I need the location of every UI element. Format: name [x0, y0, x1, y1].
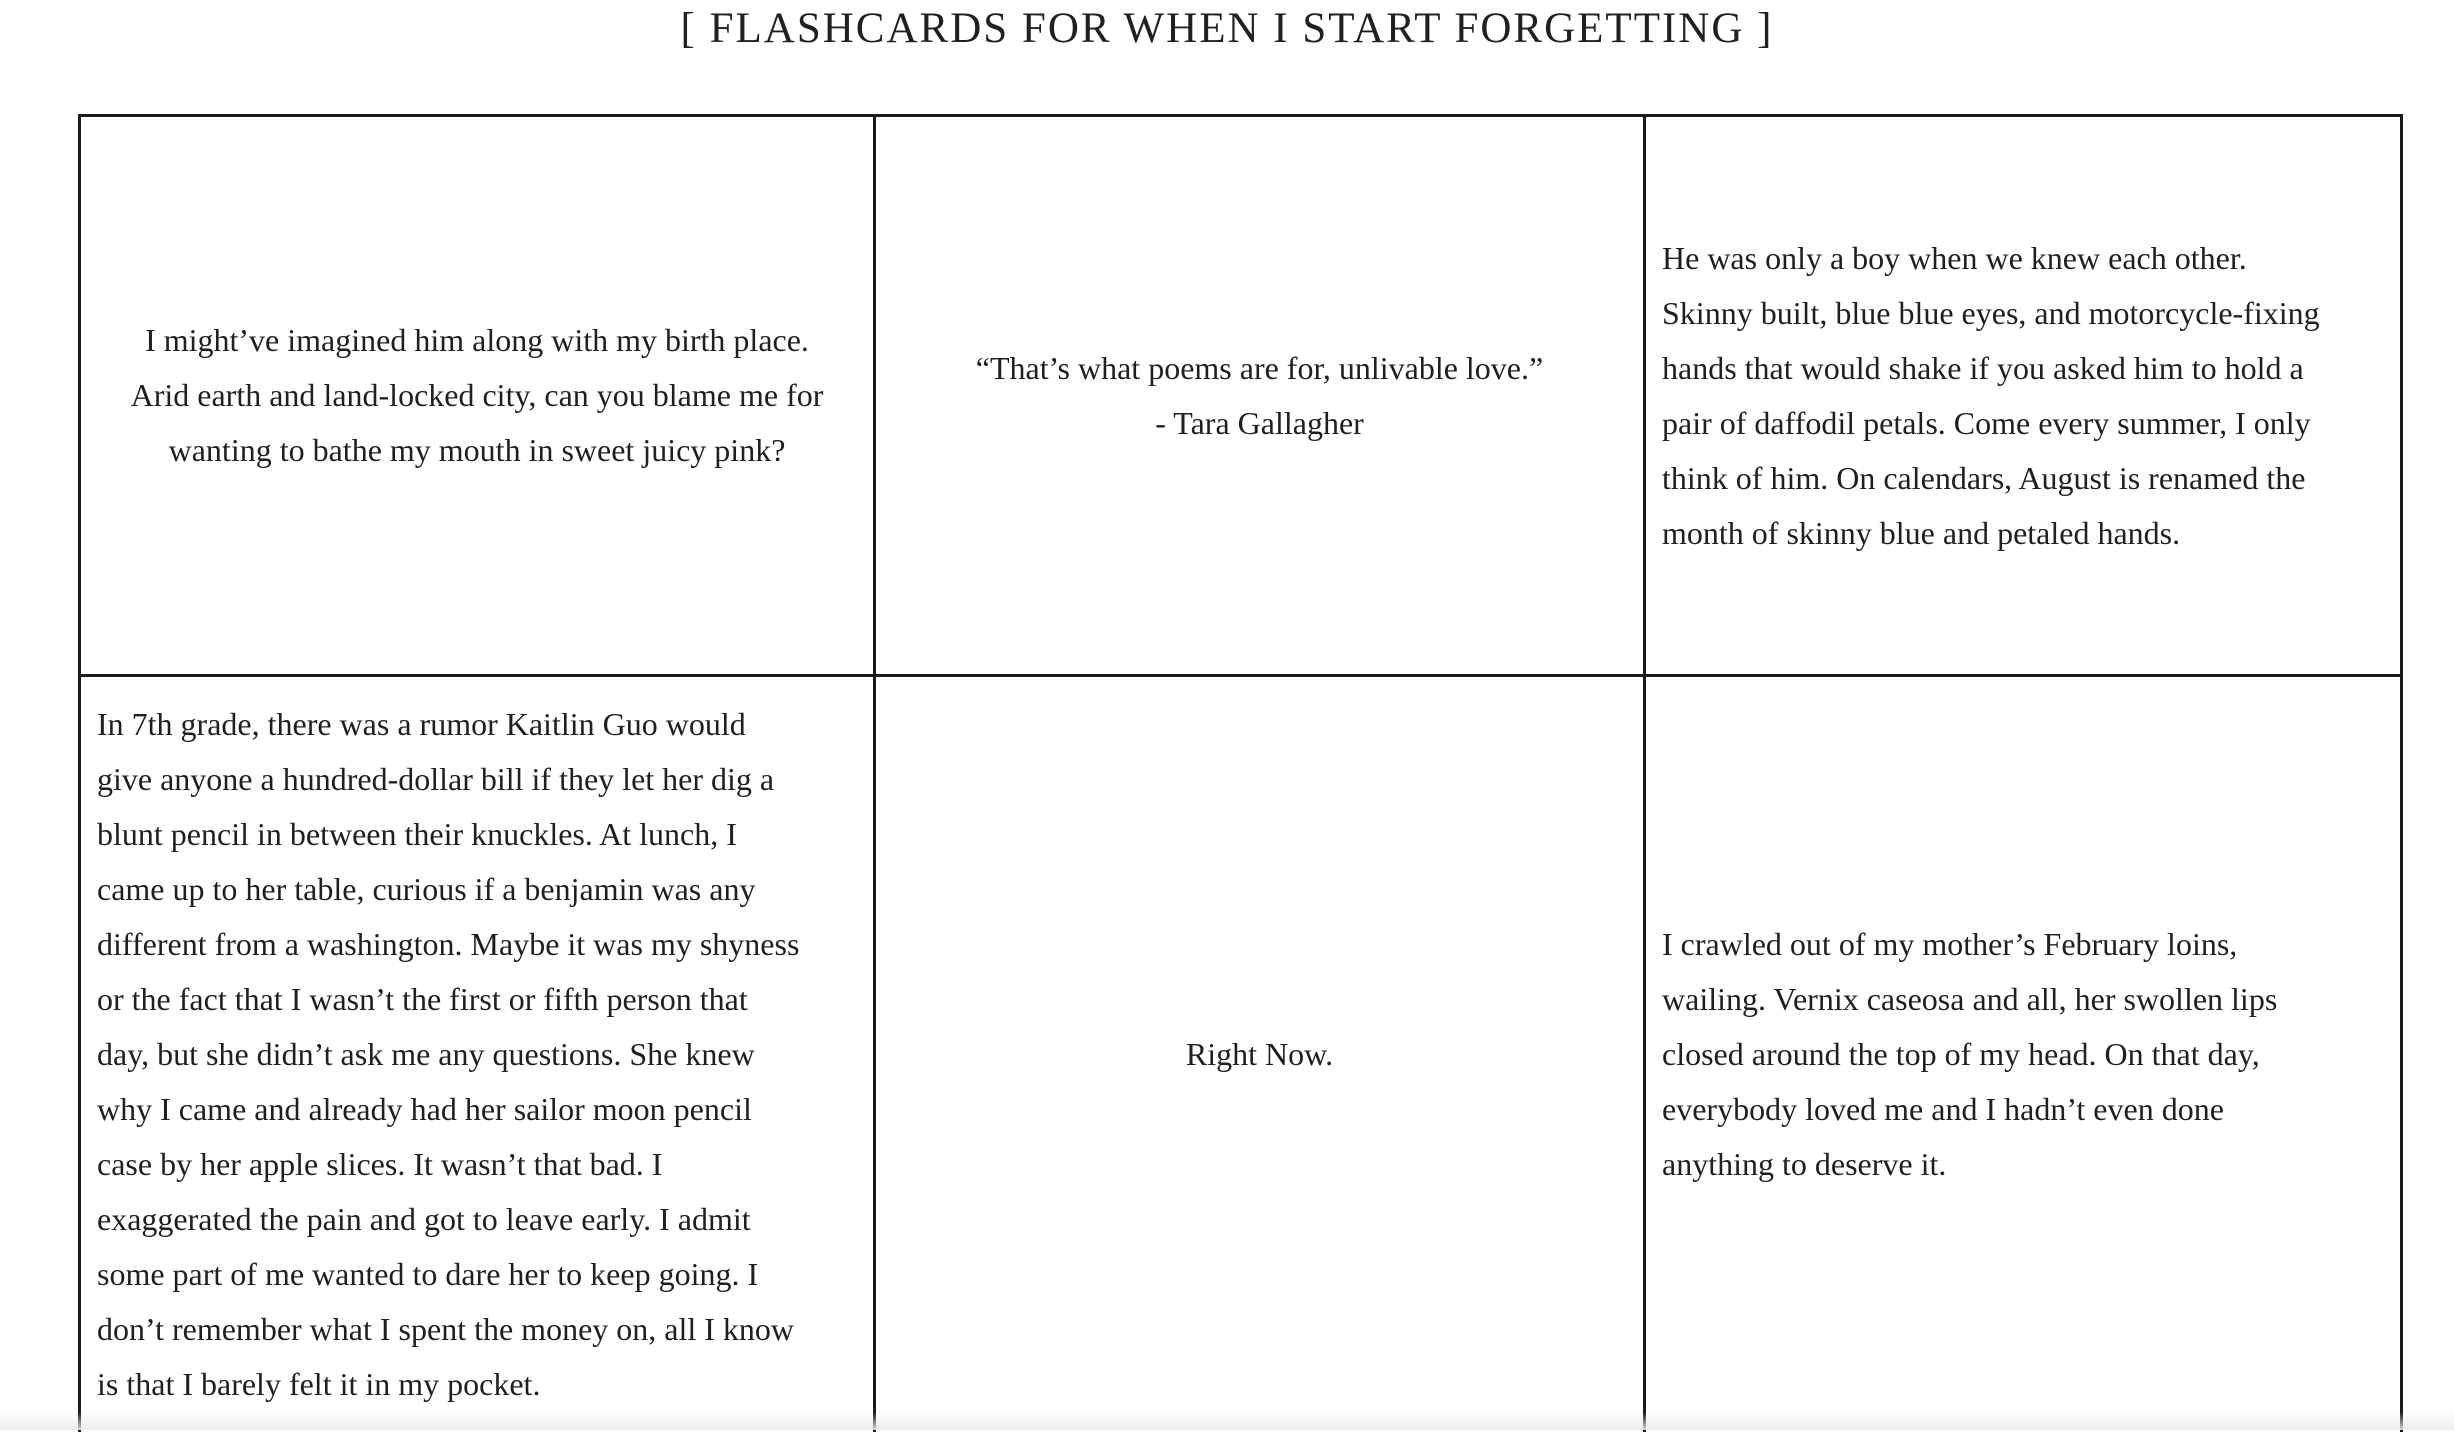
flashcard-text: I crawled out of my mother’s February loins, wailing. Vernix caseosa and all, her swollen lips closed around the top of my head. On that day, everybody loved me and I hadn’t even done anything to deserve it.: [1662, 925, 2278, 1182]
flashcard-row: [80, 116, 2402, 676]
flashcard-birthplace: [80, 116, 875, 676]
flashcard-boy: [1645, 116, 2402, 676]
flashcard-quote: [875, 116, 1645, 676]
flashcard-row: [80, 676, 2402, 1432]
page-title: [ FLASHCARDS FOR WHEN I START FORGETTING ]: [680, 5, 1774, 52]
flashcard-right-now: [875, 676, 1645, 1432]
flashcard-text: In 7th grade, there was a rumor Kaitlin Guo would give anyone a hundred-dollar bill if they let her dig a blunt pencil in between their knuckles. At lunch, I came up to her table, curious if a benjamin was any different from a washington. Maybe it was my shyness or the fact that I wasn’t the first or fifth person that day, but she didn’t ask me any questions. She knew why I came and already had her sailor moon pencil case by her apple slices. It wasn’t that bad. I exaggerated the pain and got to leave early. I admit some part of me wanted to dare her to keep going. I don’t remember what I spent the money on, all I know is that I barely felt it in my pocket.: [97, 705, 800, 1402]
flashcard-text: Right Now.: [1185, 1035, 1334, 1072]
flashcard-grid: [78, 114, 2403, 1432]
flashcard-text: “That’s what poems are for, unlivable love.” - Tara Gallagher: [975, 349, 1544, 441]
page-bottom-fade: [0, 1412, 2454, 1430]
flashcard-seventh-grade: [80, 676, 875, 1432]
flashcard-text: I might’ve imagined him along with my birth place. Arid earth and land-locked city, can you blame me for wanting to bathe my mouth in sweet juicy pink?: [130, 322, 824, 468]
flashcard-birth: [1645, 676, 2402, 1432]
flashcard-text: He was only a boy when we knew each other. Skinny built, blue blue eyes, and motorcycle-fixing hands that would shake if you asked him to hold a pair of daffodil petals. Come every summer, I only think of him. On calendars, August is renamed the month of skinny blue and petaled hands.: [1662, 239, 2320, 551]
